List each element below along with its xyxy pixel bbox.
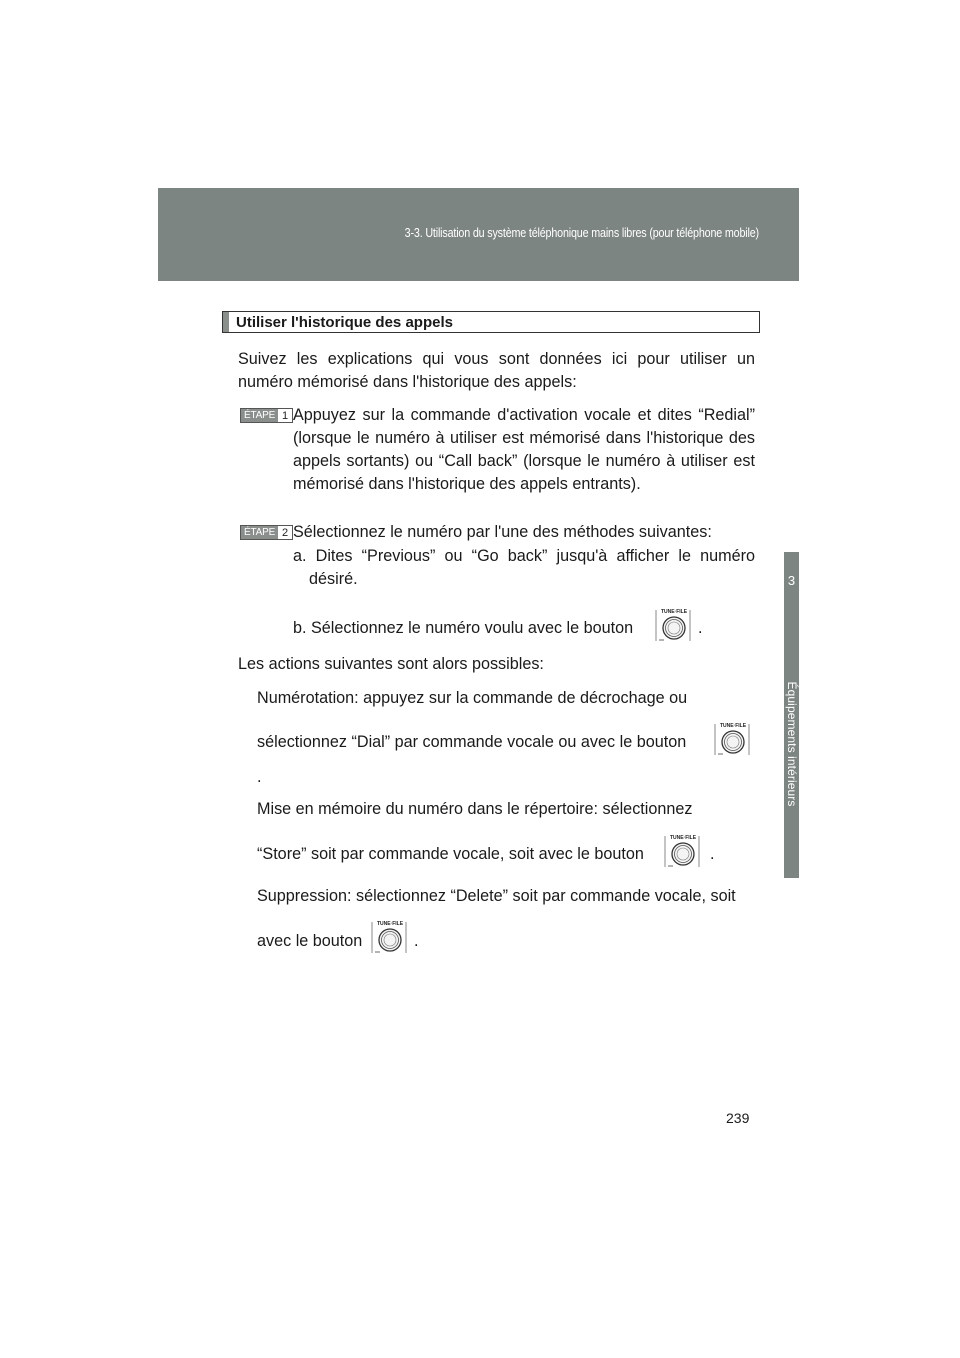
step-2-label [240, 525, 293, 540]
chapter-number-tab: 3 [784, 552, 799, 609]
delete-line-1: Suppression: sélectionnez “Delete” soit par commande vocale, soit [257, 887, 736, 905]
header-title: 3-3. Utilisation du système téléphonique mains libres (pour téléphone mobile) [404, 226, 759, 240]
dial-end: . [257, 768, 262, 786]
tune-file-knob-icon [714, 721, 750, 757]
chapter-label-tab [784, 609, 799, 878]
section-title-bar [223, 312, 229, 332]
store-line-1: Mise en mémoire du numéro dans le répertoire: sélectionnez [257, 800, 693, 818]
intro-paragraph: Suivez les explications qui vous sont données ici pour utiliser un numéro mémorisé dans l'historique des appels: [238, 350, 755, 391]
page-number: 239 [726, 1110, 750, 1126]
tune-file-knob-icon [655, 607, 691, 643]
tune-file-knob-icon [371, 919, 407, 955]
svg-text:TUNE·FILE: TUNE·FILE [376, 921, 404, 927]
header-band [158, 188, 799, 281]
dial-line-1: Numérotation: appuyez sur la commande de décrochage ou [257, 689, 688, 707]
step-1-number: 1 [278, 409, 292, 422]
step-1-text: Appuyez sur la commande d'activation vocale et dites “Redial” (lorsque le numéro à utiliser est mémorisé dans l'historique des appels sortants) ou “Call back” (lorsque le numéro à utiliser est mémorisé dans l'historique des appels entrants). [293, 406, 755, 493]
step-2-word: ÉTAPE [241, 526, 278, 539]
step-1-word: ÉTAPE [241, 409, 278, 422]
section-title: Utiliser l'historique des appels [236, 314, 453, 331]
actions-intro: Les actions suivantes sont alors possibles: [238, 655, 544, 673]
step-1-label [240, 408, 293, 423]
step-2-number: 2 [278, 526, 292, 539]
svg-text:TUNE·FILE: TUNE·FILE [719, 723, 747, 729]
section-title-box [222, 311, 760, 333]
step-2-option-a: a. Dites “Previous” ou “Go back” jusqu'à afficher le numéro désiré. [293, 547, 755, 588]
tune-file-knob-icon [664, 833, 700, 869]
delete-line-2: avec le bouton [257, 932, 363, 950]
svg-text:TUNE·FILE: TUNE·FILE [669, 835, 697, 841]
step-2-text: Sélectionnez le numéro par l'une des méthodes suivantes: [293, 523, 712, 541]
chapter-label: Équipements intérieurs [784, 681, 799, 806]
step-2-option-b-end: . [698, 619, 703, 637]
store-line-2: “Store” soit par commande vocale, soit avec le bouton [257, 845, 644, 863]
dial-line-2: sélectionnez “Dial” par commande vocale ou avec le bouton [257, 733, 687, 751]
delete-end: . [414, 932, 419, 950]
step-2-option-b: b. Sélectionnez le numéro voulu avec le bouton [293, 619, 634, 637]
svg-text:TUNE·FILE: TUNE·FILE [660, 609, 688, 615]
store-end: . [710, 845, 715, 863]
